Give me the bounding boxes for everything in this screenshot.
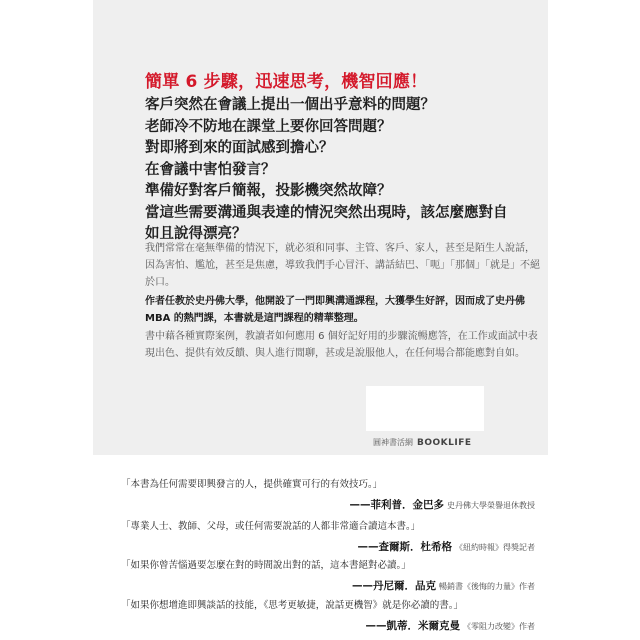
endorsement-quote xyxy=(121,518,541,554)
quote-author-role: 《零阻力改變》作者 xyxy=(463,622,535,631)
quote-text: 「本書為任何需要即興發言的人，提供確實可行的有效技巧。」 xyxy=(121,479,383,490)
publisher-name: 圓神書活網 xyxy=(373,438,413,447)
quote-text: 「如果你想增進即興談話的技能，《思考更敏捷，說話更機智》就是你必讀的書。」 xyxy=(121,600,464,611)
publisher-brand: BOOKLIFE xyxy=(417,438,472,448)
question-item: 在會議中害怕發言？ xyxy=(145,161,276,178)
quote-author-role: 《紐約時報》得獎記者 xyxy=(455,543,535,552)
quote-attribution xyxy=(121,493,541,512)
quote-attribution xyxy=(121,535,541,554)
quote-attribution xyxy=(121,574,541,593)
intro-paragraph: 我們常常在毫無準備的情況下，就必須和同事、主管、客戶、家人，甚至是陌生人說話，因為害怕、尷尬，甚至是焦慮，導致我們手心冒汗、講話結巴、「呃」「那個」「就是」不絕於口。 xyxy=(145,243,540,288)
headline: 簡單 6 步驟，迅速思考，機智回應！ xyxy=(145,72,428,92)
endorsement-quote xyxy=(121,597,541,633)
quote-author-role: 暢銷書《後悔的力量》作者 xyxy=(439,582,535,591)
question-item: 老師冷不防地在課堂上要你回答問題？ xyxy=(145,118,392,135)
quote-author: ——菲利普．金巴多 xyxy=(349,499,444,511)
endorsement-quote xyxy=(121,557,541,593)
question-item: 當這些需要溝通與表達的情況突然出現時，該怎麼應對自如且說得漂亮？ xyxy=(145,204,508,242)
question-item: 客戶突然在會議上提出一個出乎意料的問題？ xyxy=(145,97,435,113)
question-item: 準備好對客戶簡報，投影機突然故障？ xyxy=(145,183,392,199)
endorsement-quote xyxy=(121,476,541,512)
author-paragraph: 作者任教於史丹佛大學，他開設了一門即興溝通課程，大獲學生好評，因而成了史丹佛 MBA 的熱門課，本書就是這門課程的精華整理。 xyxy=(145,296,525,324)
quote-author: ——查爾斯．杜希格 xyxy=(357,541,452,553)
question-item: 對即將到來的面試感到擔心？ xyxy=(145,140,334,156)
quote-author-role: 史丹佛大學榮譽退休教授 xyxy=(447,501,535,510)
quote-attribution xyxy=(121,614,541,633)
quote-author: ——凱蒂．米爾克曼 xyxy=(365,620,460,632)
book-back-cover xyxy=(93,0,548,455)
question-list xyxy=(145,95,515,246)
quote-text: 「專業人士、教師、父母，或任何需要說話的人都非常適合讀這本書。」 xyxy=(121,521,421,532)
quote-author: ——丹尼爾．品克 xyxy=(352,580,436,592)
quote-text: 「如果你曾苦惱過要怎麼在對的時間說出對的話，這本書絕對必讀。」 xyxy=(121,560,411,571)
publisher-logo xyxy=(373,437,472,448)
content-paragraph: 書中藉各種實際案例，教讀者如何應用 6 個好記好用的步驟流暢應答，在工作或面試中表現出色、提供有效反饋、與人進行閒聊，甚或是說服他人，在任何場合都能應對自如。 xyxy=(145,331,538,359)
barcode-area xyxy=(366,386,484,431)
